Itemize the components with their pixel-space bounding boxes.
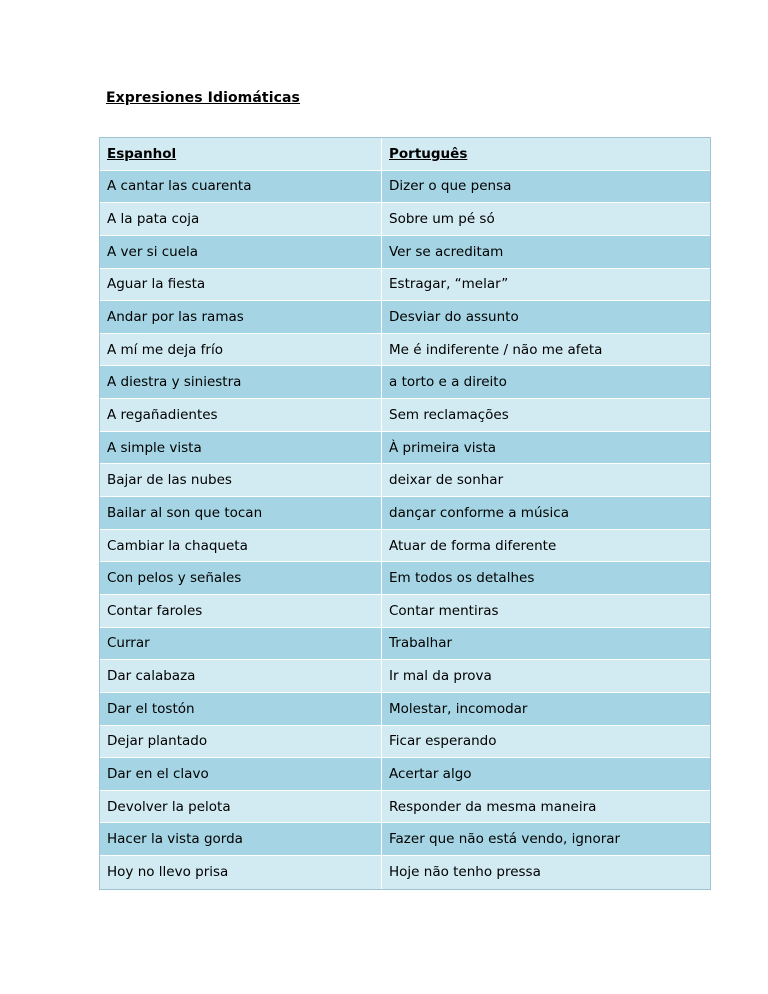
table-row bbox=[100, 269, 710, 302]
portuguese-meaning: Acertar algo bbox=[389, 765, 472, 782]
spanish-expression: Dar calabaza bbox=[100, 660, 382, 692]
idioms-table bbox=[99, 137, 711, 890]
spanish-expression: Bailar al son que tocan bbox=[100, 497, 382, 529]
spanish-expression: A la pata coja bbox=[100, 203, 382, 235]
table-row bbox=[100, 693, 710, 726]
spanish-expression: Con pelos y señales bbox=[100, 562, 382, 594]
spanish-expression: Dar en el clavo bbox=[100, 758, 382, 790]
spanish-expression: Contar faroles bbox=[100, 595, 382, 627]
portuguese-meaning: Me é indiferente / não me afeta bbox=[389, 341, 603, 358]
spanish-expression: Currar bbox=[100, 628, 382, 660]
portuguese-meaning: a torto e a direito bbox=[389, 374, 507, 391]
table-row bbox=[100, 334, 710, 367]
table-header-row bbox=[100, 138, 710, 171]
header-espanhol: Espanhol bbox=[100, 138, 382, 170]
spanish-expression: Cambiar la chaqueta bbox=[100, 530, 382, 562]
spanish-expression: A regañadientes bbox=[100, 399, 382, 431]
table-row bbox=[100, 758, 710, 791]
spanish-expression: Dar el tostón bbox=[100, 693, 382, 725]
spanish-expression: A simple vista bbox=[100, 432, 382, 464]
portuguese-meaning: Ficar esperando bbox=[389, 733, 497, 750]
spanish-expression: Bajar de las nubes bbox=[100, 464, 382, 496]
spanish-expression: A diestra y siniestra bbox=[100, 366, 382, 398]
table-row bbox=[100, 301, 710, 334]
portuguese-meaning: Fazer que não está vendo, ignorar bbox=[389, 831, 621, 848]
table-row bbox=[100, 660, 710, 693]
document-title: Expresiones Idiomáticas bbox=[106, 90, 300, 106]
portuguese-meaning: deixar de sonhar bbox=[389, 472, 504, 489]
spanish-expression: Devolver la pelota bbox=[100, 791, 382, 823]
portuguese-meaning: Sobre um pé só bbox=[389, 211, 495, 228]
spanish-expression: A cantar las cuarenta bbox=[100, 171, 382, 203]
portuguese-meaning: Responder da mesma maneira bbox=[389, 798, 597, 815]
table-row bbox=[100, 366, 710, 399]
portuguese-meaning: Atuar de forma diferente bbox=[389, 537, 557, 554]
table-row bbox=[100, 628, 710, 661]
portuguese-meaning: Molestar, incomodar bbox=[389, 700, 528, 717]
spanish-expression: Andar por las ramas bbox=[100, 301, 382, 333]
table-row bbox=[100, 203, 710, 236]
portuguese-meaning: Estragar, “melar” bbox=[389, 276, 509, 293]
table-row bbox=[100, 595, 710, 628]
table-row bbox=[100, 497, 710, 530]
portuguese-meaning: Trabalhar bbox=[389, 635, 453, 652]
portuguese-meaning: Sem reclamações bbox=[389, 406, 509, 423]
portuguese-meaning: Desviar do assunto bbox=[389, 309, 519, 326]
portuguese-meaning: Hoje não tenho pressa bbox=[389, 864, 541, 881]
spanish-expression: Hoy no llevo prisa bbox=[100, 856, 382, 889]
table-row bbox=[100, 432, 710, 465]
spanish-expression: Aguar la fiesta bbox=[100, 269, 382, 301]
portuguese-meaning: Contar mentiras bbox=[389, 602, 499, 619]
table-row bbox=[100, 791, 710, 824]
table-row bbox=[100, 171, 710, 204]
portuguese-meaning: À primeira vista bbox=[389, 439, 497, 456]
spanish-expression: Dejar plantado bbox=[100, 726, 382, 758]
portuguese-meaning: Ir mal da prova bbox=[389, 668, 492, 685]
table-row bbox=[100, 562, 710, 595]
table-row bbox=[100, 726, 710, 759]
spanish-expression: A ver si cuela bbox=[100, 236, 382, 268]
table-row bbox=[100, 856, 710, 889]
spanish-expression: Hacer la vista gorda bbox=[100, 823, 382, 855]
portuguese-meaning: dançar conforme a música bbox=[389, 504, 569, 521]
header-portugues: Português bbox=[389, 145, 468, 162]
portuguese-meaning: Em todos os detalhes bbox=[389, 570, 535, 587]
table-row bbox=[100, 236, 710, 269]
table-row bbox=[100, 464, 710, 497]
table-row bbox=[100, 530, 710, 563]
table-row bbox=[100, 399, 710, 432]
portuguese-meaning: Dizer o que pensa bbox=[389, 178, 512, 195]
portuguese-meaning: Ver se acreditam bbox=[389, 243, 504, 260]
table-row bbox=[100, 823, 710, 856]
spanish-expression: A mí me deja frío bbox=[100, 334, 382, 366]
